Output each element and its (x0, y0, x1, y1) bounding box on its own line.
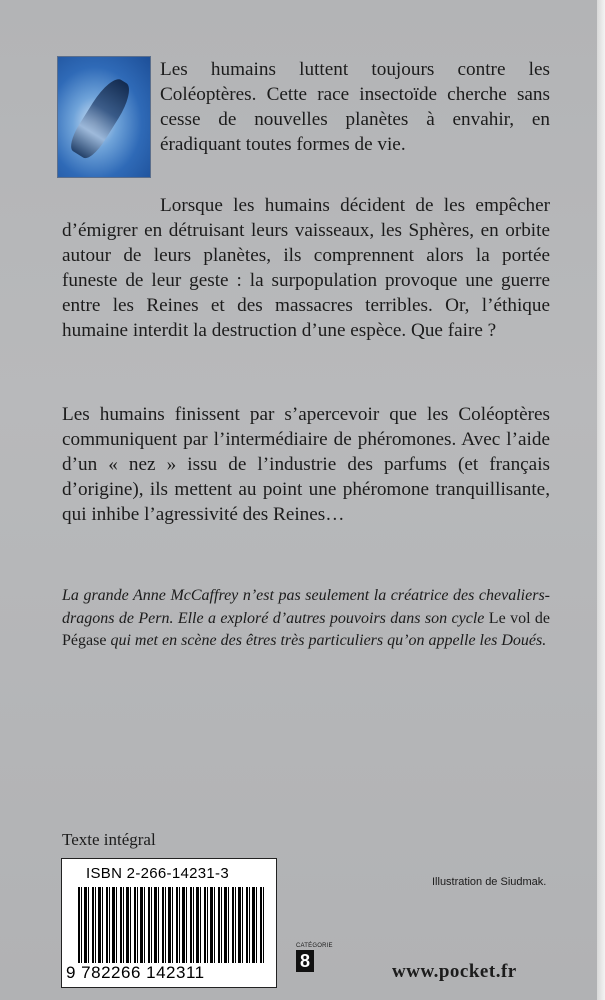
page-edge (597, 0, 605, 1000)
category-number: 8 (296, 950, 314, 972)
texte-integral-label: Texte intégral (62, 830, 156, 849)
publisher-website: www.pocket.fr (392, 961, 517, 982)
author-note-book-title: Le vol de Pégase (62, 609, 551, 649)
illustration-credit: Illustration de Siudmak. (432, 876, 547, 888)
isbn-number: ISBN 2-266-14231-3 (86, 865, 229, 882)
category-badge (296, 943, 333, 972)
author-note-text-1: La grande Anne McCaffrey n’est pas seulement la créatrice des chevaliers-dragons de Pern. Elle a exploré d’autres pouvoirs dans son cycle (62, 587, 550, 627)
summary-paragraph-2: Lorsque les humains décident de les empêcher d’émigrer en détruisant leurs vaisseaux, les Sphères, en orbite autour de leurs planètes, ils comprennent alors la portée funeste de leur geste : la surpopulation provoque une guerre entre les Reines et des massacres terribles. Or, l’éthique humaine interdit la destruction d’une espèce. Que faire ? (62, 195, 550, 341)
summary-paragraph-1: Les humains luttent toujours contre les Coléoptères. Cette race insectoïde cherche sans cesse de nouvelles planètes à envahir, en éradiquant toutes formes de vie. (160, 59, 550, 155)
author-note (62, 585, 550, 653)
spaceship-shape (65, 74, 136, 163)
barcode-bars (78, 887, 266, 963)
author-note-text-2: qui met en scène des êtres très particuliers qu’on appelle les Doués. (106, 632, 547, 649)
cover-illustration-thumbnail (57, 56, 151, 178)
summary-paragraph-3: Les humains finissent par s’apercevoir que les Coléoptères communiquent par l’intermédiaire de phéromones. Avec l’aide d’un « nez » issu de l’industrie des parfums (et français d’origine), ils mettent au point une phéromone tranquillisante, qui inhibe l’agressivité des Reines… (62, 404, 550, 525)
barcode-panel (61, 858, 277, 988)
category-label: CATÉGORIE (296, 943, 333, 949)
barcode-digits: 9 782266 142311 (66, 963, 205, 982)
